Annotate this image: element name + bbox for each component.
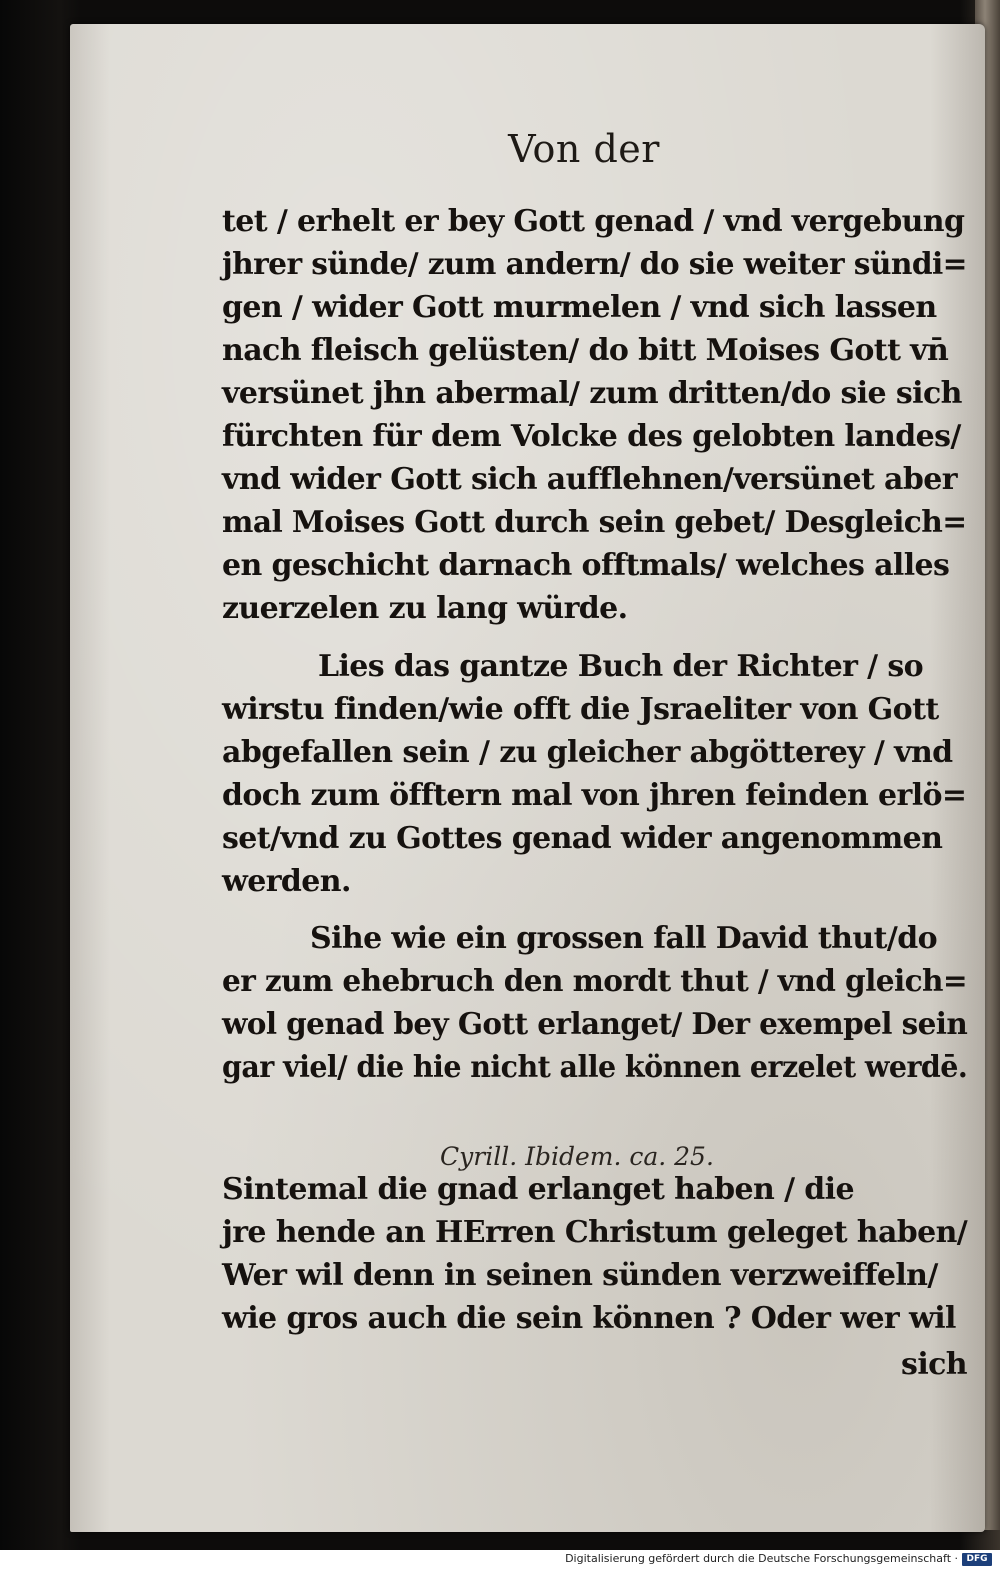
text-line: set/vnd zu Gottes genad wider angenommen	[222, 821, 943, 856]
text-line: wirstu finden/wie offt die Jsraeliter von Gott	[222, 692, 939, 727]
text-line-paragraph-start: Lies das gantze Buch der Richter / so	[318, 649, 924, 684]
text-line: en geschicht darnach offtmals/ welches alles	[222, 548, 950, 583]
text-line: abgefallen sein / zu gleicher abgötterey / vnd	[222, 735, 953, 770]
text-line: jhrer sünde/ zum andern/ do sie weiter sündi=	[222, 247, 967, 282]
running-header-text: Von der	[508, 127, 660, 171]
citation-note: Cyrill. Ibidem. ca. 25.	[440, 1142, 714, 1171]
text-line: zuerzelen zu lang würde.	[222, 591, 628, 626]
text-line: versünet jhn abermal/ zum dritten/do sie sich	[222, 376, 962, 411]
text-line: doch zum öfftern mal von jhren feinden erlö=	[222, 778, 967, 813]
text-line: tet / erhelt er bey Gott genad / vnd vergebung	[222, 204, 965, 239]
text-line: gar viel/ die hie nicht alle können erzelet werdē.	[222, 1050, 968, 1085]
text-line: wol genad bey Gott erlanget/ Der exempel sein	[222, 1007, 968, 1042]
text-line: nach fleisch gelüsten/ do bitt Moises Gott vn̄	[222, 333, 949, 368]
digitization-credit: Digitalisierung gefördert durch die Deutsche Forschungsgemeinschaft ·	[565, 1552, 958, 1565]
text-line: gen / wider Gott murmelen / vnd sich lassen	[222, 290, 937, 325]
text-line: werden.	[222, 864, 351, 899]
text-line: fürchten für dem Volcke des gelobten landes/	[222, 419, 961, 454]
text-line: Sintemal die gnad erlanget haben / die	[222, 1172, 854, 1207]
text-line: mal Moises Gott durch sein gebet/ Desgleich=	[222, 505, 967, 540]
running-header	[70, 127, 985, 171]
text-line-paragraph-start: Sihe wie ein grossen fall David thut/do	[310, 921, 937, 956]
catchword: sich	[901, 1347, 967, 1382]
text-line: wie gros auch die sein können ? Oder wer wil	[222, 1301, 956, 1336]
text-line: er zum ehebruch den mordt thut / vnd gleich=	[222, 964, 968, 999]
text-line: Wer wil denn in seinen sünden verzweiffeln/	[222, 1258, 938, 1293]
text-line: jre hende an HErren Christum geleget haben/	[222, 1215, 968, 1250]
book-page	[70, 24, 985, 1532]
text-line: vnd wider Gott sich aufflehnen/versünet aber	[222, 462, 957, 497]
dfg-logo: DFG	[962, 1553, 992, 1566]
